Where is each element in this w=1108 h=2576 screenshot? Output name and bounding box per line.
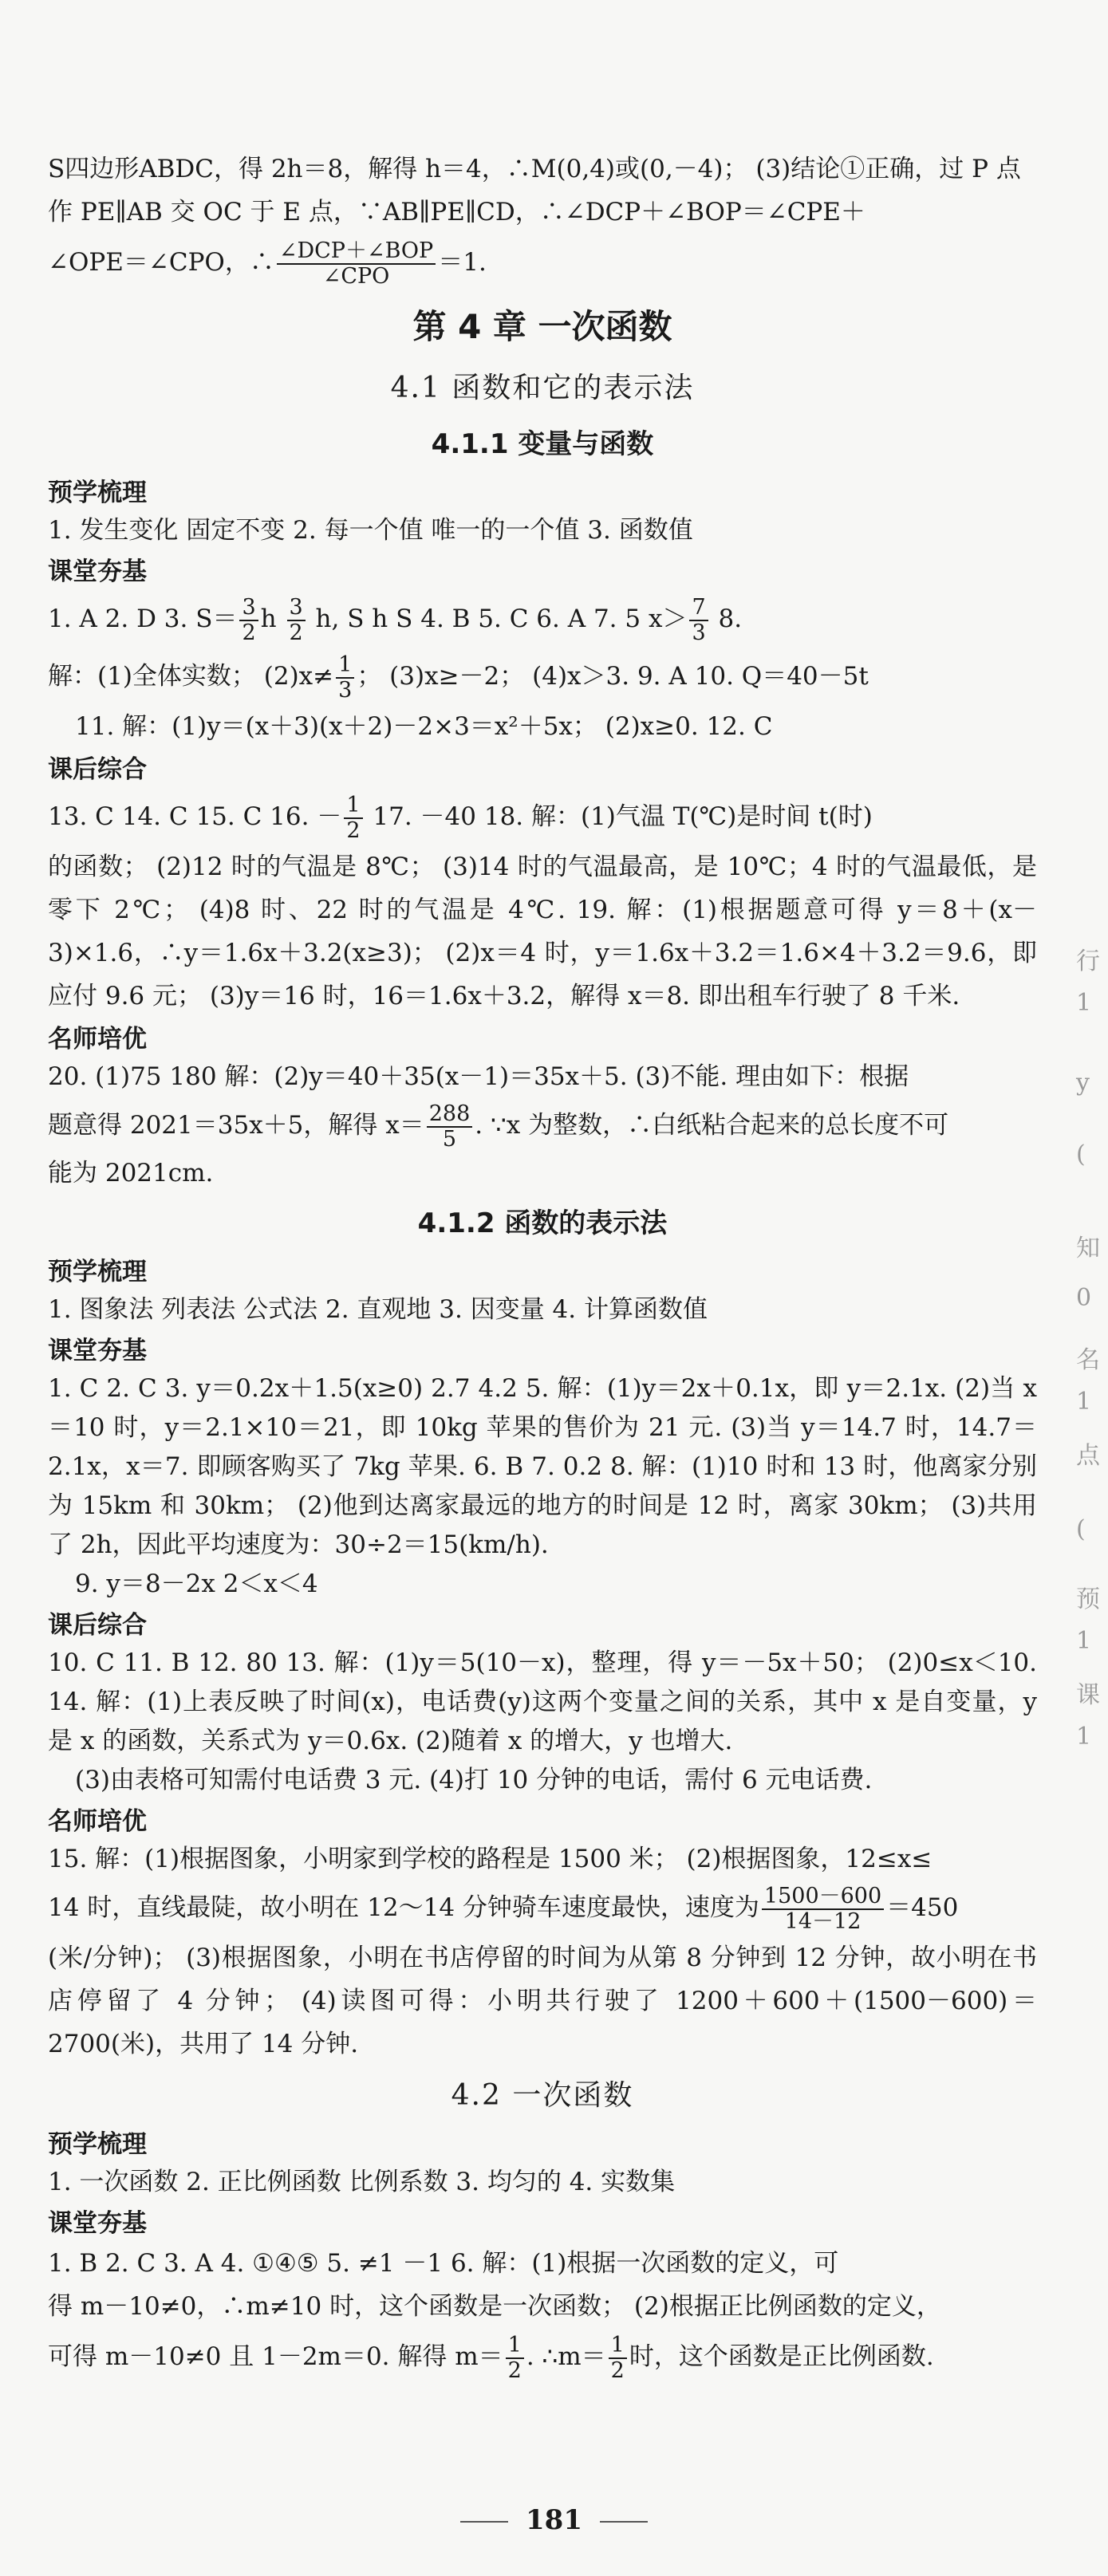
chapter-title: 第 4 章 一次函数: [412, 307, 672, 346]
answer-content: [48, 148, 1037, 2385]
preview-answers: 1. 图象法 列表法 公式法 2. 直观地 3. 因变量 4. 计算函数值: [48, 1295, 708, 1324]
edge-fragment: 点: [1076, 1442, 1100, 1470]
page-footer: [0, 2504, 1108, 2536]
section-title-4-1: 4.1 函数和它的表示法: [390, 372, 695, 404]
heading-class: 课堂夯基: [48, 1337, 147, 1365]
edge-fragment: 1: [1076, 1627, 1092, 1655]
heading-after: 课后综合: [48, 1611, 147, 1640]
section-title-4-2: 4.2 一次函数: [451, 2079, 634, 2112]
edge-fragment: 名: [1076, 1346, 1100, 1374]
section-title-4-1-1: 4.1.1 变量与函数: [431, 428, 654, 460]
fraction: $\frac{3}{2}$: [287, 596, 306, 645]
page-number: 181: [526, 2504, 582, 2536]
fraction: $\frac{1}{2}$: [609, 2334, 627, 2383]
teacher-line-1: 15. 解：(1)根据图象，小明家到学校的路程是 1500 米； (2)根据图象，12≤x≤: [48, 1845, 933, 1873]
teacher-line-2: 题意得 2021＝35x＋5，解得 x＝ $\frac{288}{5}$ . ∵x 为整数，∴白纸粘合起来的总长度不可: [48, 1101, 949, 1152]
edge-fragment: (: [1076, 1140, 1086, 1168]
class-line-2: 得 m－10≠0，∴m≠10 时，这个函数是一次函数； (2)根据正比例函数的定义，: [48, 2292, 941, 2321]
fraction: $\frac{288}{5}$: [427, 1102, 473, 1152]
class-last-line: 9. y＝8－2x 2＜x＜4: [75, 1570, 318, 1598]
intro-line-3: ∠OPE＝∠CPO，∴ $\frac{\text{∠DCP＋∠BOP}}{\text{∠CPO}}$ ＝1.: [48, 238, 487, 289]
heading-class: 课堂夯基: [48, 557, 147, 586]
edge-fragment: 1: [1076, 1388, 1092, 1416]
after-line-1: 13. C 14. C 15. C 16. － $\frac{1}{2}$ 17. －40 18. 解：(1)气温 T(℃)是时间 t(时): [48, 792, 873, 843]
intro-line-2: 作 PE∥AB 交 OC 于 E 点，∵AB∥PE∥CD，∴∠DCP＋∠BOP＝∠CPE＋: [48, 198, 866, 226]
edge-fragment: y: [1076, 1069, 1090, 1097]
fraction: $\frac{1}{2}$: [506, 2334, 524, 2383]
footer-rule-left: [460, 2521, 508, 2523]
after-rest: 的函数； (2)12 时的气温是 8℃； (3)14 时的气温最高，是 10℃；4 时的气温最低，是零下 2℃； (4)8 时、22 时的气温是 4℃. 19. 解：(1)根据题意可得 y＝8＋(x－3)×1.6，∴y＝1.6x＋3.2(x≥3)； (2)x＝4 时，y＝1.6x＋3.2＝1.6×4＋3.2＝9.6，即应付 9.6 元； (3)y＝16 时，16＝1.6x＋3.2，解得 x＝8. 即出租车行驶了 8 千米.: [48, 853, 1037, 1010]
teacher-line-2: 14 时，直线最陡，故小明在 12～14 分钟骑车速度最快，速度为 $\frac{1500-600}{14-12}$ ＝450: [48, 1883, 959, 1934]
footer-rule-right: [600, 2521, 648, 2523]
fraction: $\frac{1500-600}{14-12}$: [762, 1885, 884, 1934]
edge-fragment: 1: [1076, 989, 1092, 1017]
intro-line-1: S四边形ABDC，得 2h＝8，解得 h＝4，∴M(0,4)或(0,－4)； (3)结论①正确，过 P 点: [48, 155, 1021, 183]
heading-after: 课后综合: [48, 755, 147, 784]
after-answers: 10. C 11. B 12. 80 13. 解：(1)y＝5(10－x)，整理，得 y＝－5x＋50； (2)0≤x＜10. 14. 解：(1)上表反映了时间(x)，电话费(y)这两个变量之间的关系，其中 x 是自变量，y 是 x 的函数，关系式为 y＝0.6x. (2)随着 x 的增大，y 也增大.: [48, 1648, 1037, 1755]
edge-fragment: 1: [1076, 1723, 1092, 1751]
class-line-1: 1. B 2. C 3. A 4. ①④⑤ 5. ≠1 －1 6. 解：(1)根据一次函数的定义，可: [48, 2249, 839, 2278]
edge-fragment: 知: [1076, 1235, 1100, 1262]
class-line-2: 解：(1)全体实数； (2)x≠ $\frac{1}{3}$ ； (3)x≥－2； (4)x＞3. 9. A 10. Q＝40－5t: [48, 652, 869, 703]
teacher-line-1: 20. (1)75 180 解：(2)y＝40＋35(x－1)＝35x＋5. (3)不能. 理由如下：根据: [48, 1062, 909, 1091]
heading-class: 课堂夯基: [48, 2209, 147, 2238]
fraction: $\frac{3}{2}$: [239, 596, 258, 645]
class-line-3: 11. 解：(1)y＝(x＋3)(x＋2)－2×3＝x²＋5x； (2)x≥0. 12. C: [75, 712, 773, 741]
heading-teacher: 名师培优: [48, 1025, 147, 1054]
edge-fragment: 预: [1076, 1585, 1100, 1613]
heading-preview: 预学梳理: [48, 479, 147, 507]
edge-fragment: 0: [1076, 1284, 1092, 1312]
after-last-line: (3)由表格可知需付电话费 3 元. (4)打 10 分钟的电话，需付 6 元电话费.: [75, 1766, 873, 1794]
adjacent-page-edge: [1073, 941, 1108, 2377]
heading-teacher: 名师培优: [48, 1807, 147, 1836]
edge-fragment: 课: [1076, 1681, 1100, 1709]
teacher-rest: (米/分钟)； (3)根据图象，小明在书店停留的时间为从第 8 分钟到 12 分钟，故小明在书店停留了 4 分钟； (4)读图可得：小明共行驶了 1200＋600＋(1500－600)＝2700(米)，共用了 14 分钟.: [48, 1944, 1037, 2058]
edge-fragment: (: [1076, 1515, 1086, 1543]
class-answers: 1. C 2. C 3. y＝0.2x＋1.5(x≥0) 2.7 4.2 5. 解：(1)y＝2x＋0.1x，即 y＝2.1x. (2)当 x＝10 时，y＝2.1×10＝21，即 10kg 苹果的售价为 21 元. (3)当 y＝14.7 时，14.7＝2.1x，x＝7. 即顾客购买了 7kg 苹果. 6. B 7. 0.2 8. 解：(1)10 时和 13 时，他离家分别为 15km 和 30km； (2)他到达离家最远的地方的时间是 12 时，离家 30km； (3)共用了 2h，因此平均速度为：30÷2＝15(km/h).: [48, 1374, 1037, 1559]
edge-fragment: 行: [1076, 947, 1100, 975]
fraction: $\frac{1}{2}$: [344, 794, 362, 843]
heading-preview: 预学梳理: [48, 2130, 147, 2159]
fraction: $\frac{7}{3}$: [689, 596, 708, 645]
teacher-line-3: 能为 2021cm.: [48, 1159, 214, 1188]
heading-preview: 预学梳理: [48, 1258, 147, 1286]
fraction: $\frac{1}{3}$: [336, 653, 354, 703]
class-line-1: 1. A 2. D 3. S＝ $\frac{3}{2}$ h $\frac{3}{2}$ h, S h S 4. B 5. C 6. A 7. 5 x＞ $\frac{7}{3}$ 8.: [48, 594, 743, 645]
section-title-4-1-2: 4.1.2 函数的表示法: [417, 1207, 668, 1239]
fraction: $\frac{\text{∠DCP＋∠BOP}}{\text{∠CPO}}$: [277, 239, 436, 289]
preview-answers: 1. 发生变化 固定不变 2. 每一个值 唯一的一个值 3. 函数值: [48, 516, 693, 545]
preview-answers: 1. 一次函数 2. 正比例函数 比例系数 3. 均匀的 4. 实数集: [48, 2168, 676, 2196]
class-line-3: 可得 m－10≠0 且 1－2m＝0. 解得 m＝ $\frac{1}{2}$ . ∴m＝ $\frac{1}{2}$ 时，这个函数是正比例函数.: [48, 2332, 934, 2383]
